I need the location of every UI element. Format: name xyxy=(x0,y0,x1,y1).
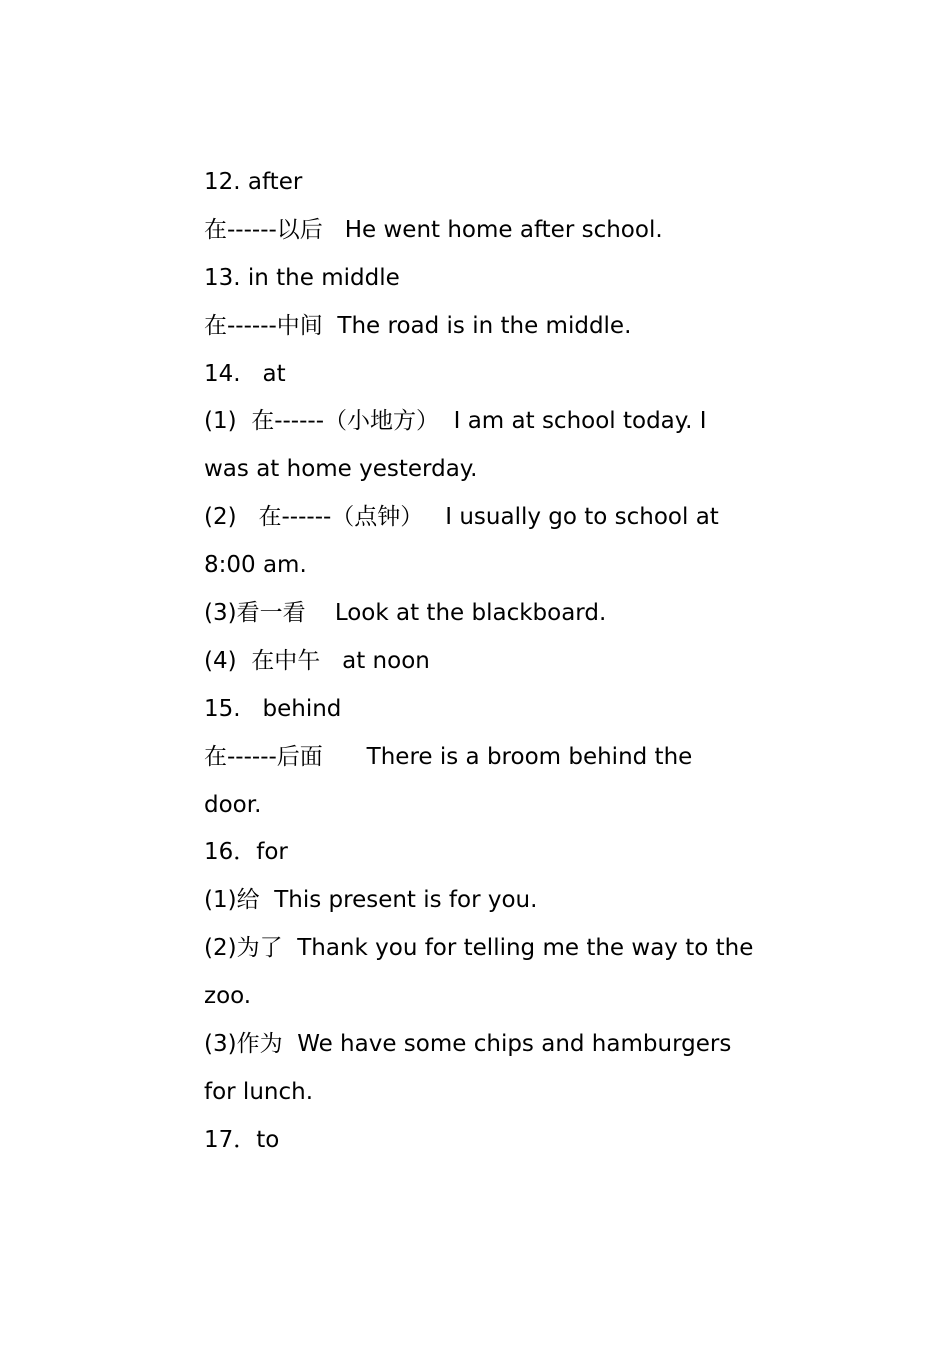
entry-example-behind: 在------后面 There is a broom behind the xyxy=(204,743,693,770)
document-page xyxy=(204,159,764,1165)
entry-example-at-2: (2) 在------（点钟） I usually go to school at xyxy=(204,504,719,531)
entry-example-at-2-continued: 8:00 am. xyxy=(204,552,307,579)
entry-example-for-2: (2)为了 Thank you for telling me the way to the xyxy=(204,935,754,962)
entry-example-behind-continued: door. xyxy=(204,791,262,818)
entry-example-at-1-continued: was at home yesterday. xyxy=(204,456,478,483)
entry-heading-behind: 15. behind xyxy=(204,695,342,722)
entry-example-for-2-continued: zoo. xyxy=(204,983,252,1010)
entry-example-at-1: (1) 在------（小地方） I am at school today. I xyxy=(204,408,707,435)
entry-heading-to: 17．to xyxy=(204,1126,280,1153)
entry-example-for-3: (3)作为 We have some chips and hamburgers xyxy=(204,1031,732,1058)
entry-heading-in-the-middle: 13. in the middle xyxy=(204,264,400,291)
entry-heading-at: 14. at xyxy=(204,360,286,387)
entry-example-in-the-middle: 在------中间 The road is in the middle. xyxy=(204,312,632,339)
entry-heading-for: 16．for xyxy=(204,839,288,866)
entry-example-after: 在------以后 He went home after school. xyxy=(204,216,663,243)
entry-example-at-4: (4) 在中午 at noon xyxy=(204,647,430,674)
entry-example-for-3-continued: for lunch. xyxy=(204,1078,314,1105)
entry-example-at-3: (3)看一看 Look at the blackboard. xyxy=(204,600,607,627)
entry-heading-after: 12. after xyxy=(204,169,303,195)
entry-example-for-1: (1)给 This present is for you. xyxy=(204,887,538,914)
